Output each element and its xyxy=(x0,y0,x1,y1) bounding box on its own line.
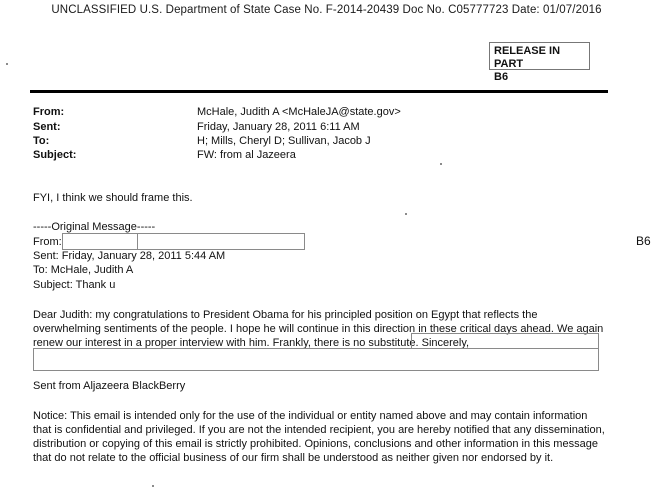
original-sent-line: Sent: Friday, January 28, 2011 5:44 AM xyxy=(33,250,226,262)
scan-speck xyxy=(6,63,8,65)
classification-header: UNCLASSIFIED U.S. Department of State Case No. F-2014-20439 Doc No. C05777723 Date: 01/07/2016 xyxy=(51,4,602,16)
original-to-line: To: McHale, Judith A xyxy=(33,264,134,276)
sent-label: Sent: xyxy=(33,121,61,133)
from-label: From: xyxy=(33,106,65,118)
legal-notice: Notice: This email is intended only for the use of the individual or entity named above and may contain information that is confidential and privileged. If you are not the intended recipient, you are hereby notified that any dissemination, distribution or copying of this email is strictly prohibited. Opinions, conclusions and other information in this message that do not relate to the official business of our firm shall be understood as neither given nor endorsed by it. xyxy=(33,410,605,464)
release-stamp xyxy=(489,42,590,83)
message-body: Dear Judith: my congratulations to President Obama for his principled position on Egypt that reflects the overwhelming sentiments of the people. I hope he will continue in this direction in these critical days ahead. We again renew our interest in a proper interview with him. Frankly, there is no substitute. Sincerely, xyxy=(33,309,604,349)
scan-speck xyxy=(440,163,442,165)
release-stamp-line2: B6 xyxy=(494,71,509,83)
header-divider xyxy=(30,90,608,93)
redaction-box-signature-line xyxy=(411,333,599,349)
scan-speck xyxy=(405,213,407,215)
redaction-box-from xyxy=(137,233,305,250)
signature-line: Sent from Aljazeera BlackBerry xyxy=(33,380,186,392)
to-label: To: xyxy=(33,135,50,147)
redaction-box-signature xyxy=(33,348,599,371)
redaction-box-from-short xyxy=(62,233,138,250)
subject-value: FW: from al Jazeera xyxy=(197,149,296,161)
from-value: McHale, Judith A <McHaleJA@state.gov> xyxy=(197,106,401,118)
original-subject-line: Subject: Thank u xyxy=(33,279,116,291)
intro-line: FYI, I think we should frame this. xyxy=(33,192,193,204)
to-value: H; Mills, Cheryl D; Sullivan, Jacob J xyxy=(197,135,371,147)
sent-value: Friday, January 28, 2011 6:11 AM xyxy=(197,121,360,133)
b6-margin-label: B6 xyxy=(636,234,651,248)
original-message-marker: -----Original Message----- xyxy=(33,221,156,233)
subject-label: Subject: xyxy=(33,149,77,161)
scan-speck xyxy=(152,485,154,487)
release-stamp-line1: RELEASE IN PART xyxy=(494,45,561,70)
original-from-label: From: xyxy=(33,236,62,248)
